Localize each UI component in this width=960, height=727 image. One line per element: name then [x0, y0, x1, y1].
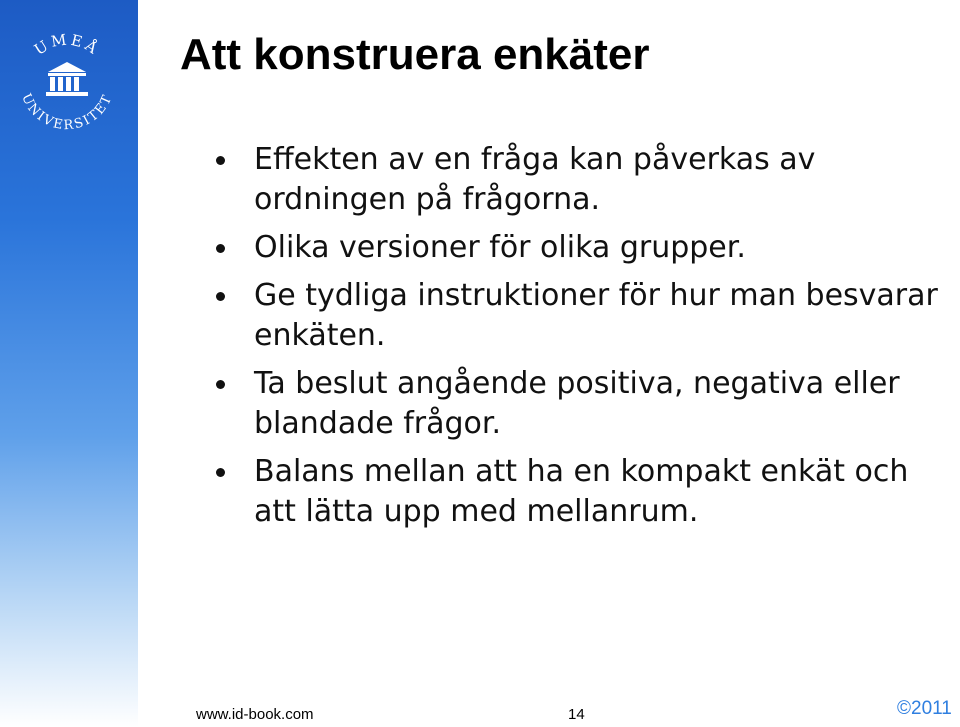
logo-text-bottom: UNIVERSITET: [18, 91, 116, 130]
bullet-item: [214, 452, 949, 532]
bullet-text: Ge tydliga instruktioner för hur man besvarar enkäten.: [254, 278, 938, 353]
bullet-item: [214, 276, 949, 356]
bullet-dot-icon: [216, 292, 225, 301]
copyright-notice: ©2011: [897, 698, 952, 719]
slide-title: Att konstruera enkäter: [180, 30, 650, 79]
bullet-dot-icon: [216, 380, 225, 389]
bullet-text: Effekten av en fråga kan påverkas av ordningen på frågorna.: [254, 142, 816, 217]
bullet-text: Olika versioner för olika grupper.: [254, 230, 746, 265]
svg-text:UNIVERSITET: [18, 91, 116, 130]
bullet-item: [214, 364, 949, 444]
bullet-text: Ta beslut angående positiva, negativa eller blandade frågor.: [254, 366, 900, 441]
svg-text:UMEÅ: [31, 30, 103, 59]
bullet-dot-icon: [216, 244, 225, 253]
logo-text-top: UMEÅ: [31, 30, 104, 59]
bullet-dot-icon: [216, 156, 225, 165]
page-number: 14: [568, 706, 585, 723]
footer-url: www.id-book.com: [196, 706, 314, 723]
bullet-item: [214, 228, 949, 268]
bullet-item: [214, 140, 949, 220]
bullet-text: Balans mellan att ha en kompakt enkät och att lätta upp med mellanrum.: [254, 454, 909, 529]
university-logo-icon: [12, 26, 122, 130]
bullet-list: [214, 140, 949, 540]
bullet-dot-icon: [216, 468, 225, 477]
logo-building-icon: [46, 62, 88, 96]
